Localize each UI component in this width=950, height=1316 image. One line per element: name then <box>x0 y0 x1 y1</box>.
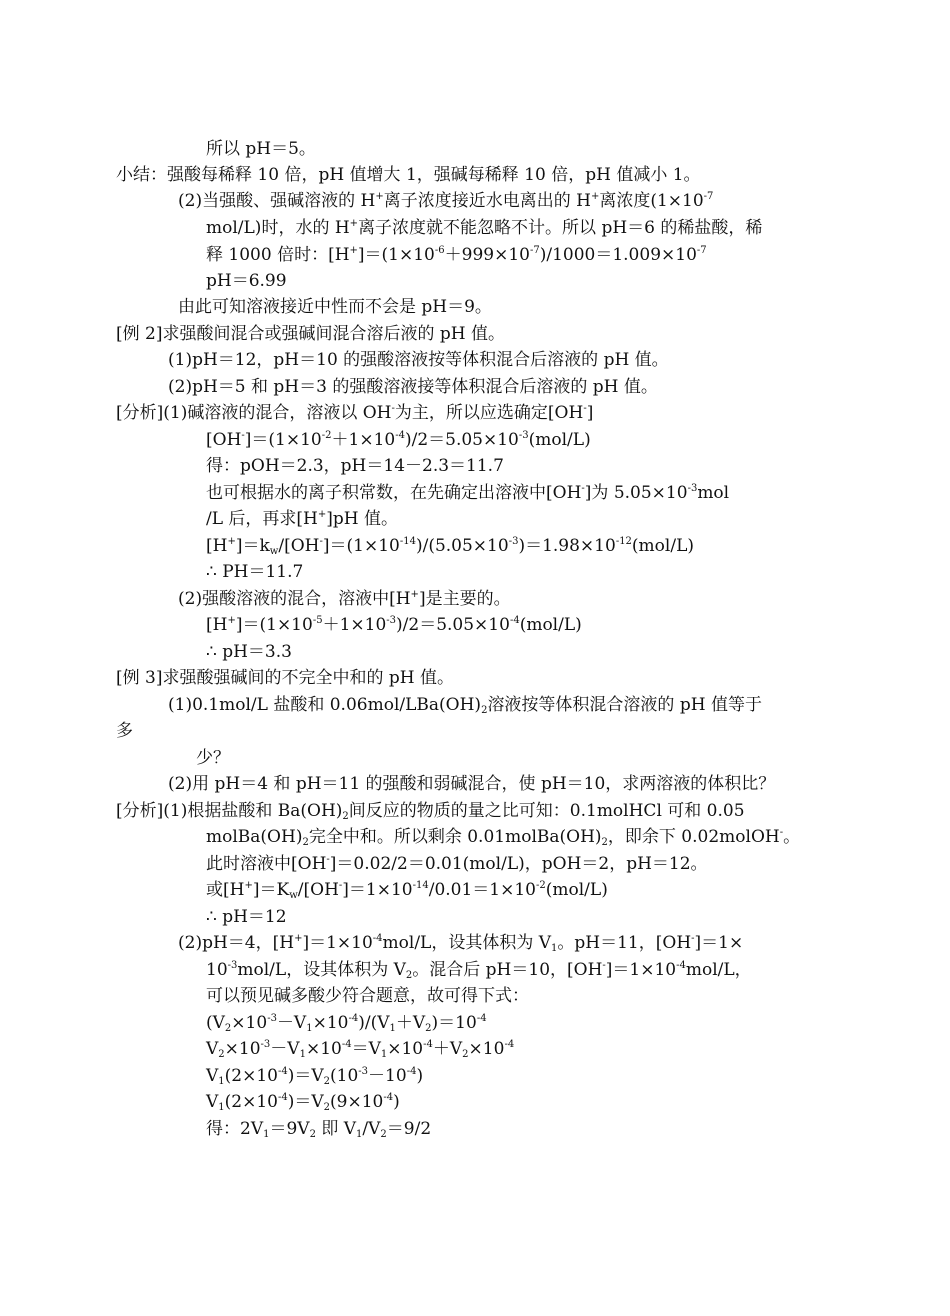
text-line: 此时溶液中[OH-]＝0.02/2＝0.01(mol/L)，pOH＝2，pH＝12。 <box>206 854 708 874</box>
text-line: $molBa(OH)_2$完全中和。所以剩余 $0.01molBa(OH)_2$，即余下 0.02molOH-。 <box>206 827 801 848</box>
text-line: pH＝6.99 <box>206 271 287 291</box>
text-line: 所以 pH＝5。 <box>206 139 316 159</box>
text-line: (2)当强酸、强碱溶液的 H+离子浓度接近水电离出的 H+离浓度($1\times 10^{-7}$ <box>178 191 714 211</box>
summary-line: 小结：强酸每稀释 10 倍，pH 值增大 1，强碱每稀释 10 倍，pH 值减小 1。 <box>116 165 701 185</box>
text-line: (2)pH＝4，$[H^+]=1\times 10^{-4}mol/L$，设其体积为 $V_1$。pH＝11，[OH-]＝1× <box>178 933 744 954</box>
text-line: 多 <box>116 721 133 741</box>
text-line: ∴ PH＝11.7 <box>206 562 304 582</box>
formula-line: 或$[H^+]=K_w/[OH^-]=1\times 10^{-14}/0.01=1\times 10^{-2}(mol/L)$ <box>206 880 608 901</box>
text-line: (1)0.1mol/L 盐酸和 $0.06mol/LBa(OH)_2$溶液按等体积混合溶液的 pH 值等于 <box>168 695 762 716</box>
formula-line: $[H^+]=k_w/[OH^-]=(1\times 10^{-14})/(5.05\times 10^{-3})=1.98\times 10^{-12}(mol/L)$ <box>206 536 694 557</box>
formula-line: $V_1(2\times 10^{-4})=V_2(10^{-3}-10^{-4})$ <box>206 1066 424 1087</box>
text-line: 少？ <box>196 748 230 768</box>
text-line: 得：pOH＝2.3，pH＝14－2.3＝11.7 <box>206 456 504 476</box>
text-line: /L 后，再求[H+]pH 值。 <box>206 509 399 529</box>
formula-line: $V_2\times 10^{-3}-V_1\times 10^{-4}=V_1\times 10^{-4}+V_2\times 10^{-4}$ <box>206 1039 515 1060</box>
text-line: (2)pH＝5 和 pH＝3 的强酸溶液接等体积混合后溶液的 pH 值。 <box>168 377 658 397</box>
text-line: mol/L)时，水的 H+离子浓度就不能忽略不计。所以 pH＝6 的稀盐酸，稀 <box>206 218 763 238</box>
text-line: 可以预见碱多酸少符合题意，故可得下式： <box>206 986 529 1006</box>
text-line: (1)pH＝12，pH＝10 的强酸溶液按等体积混合后溶液的 pH 值。 <box>168 350 669 370</box>
analysis-line: [分析](1)碱溶液的混合，溶液以 OH-为主，所以应选确定[OH-] <box>116 403 594 423</box>
formula-line: $[H^+]=(1\times 10^{-5}+1\times 10^{-3})/2=5.05\times 10^{-4}(mol/L)$ <box>206 615 582 635</box>
example-heading: [例 2]求强酸间混合或强碱间混合溶后液的 pH 值。 <box>116 324 505 344</box>
formula-line: 得：$2V_1=9V_2$ 即 $V_1/V_2=9/2$ <box>206 1119 432 1140</box>
text-line: 释 1000 倍时：$[H^+]=(1\times 10^{-6}+999\times 10^{-7})/1000=1.009\times 10^{-7}$ <box>206 245 707 265</box>
formula-line: $[OH^-]=(1\times 10^{-2}+1\times 10^{-4})/2=5.05\times 10^{-3}(mol/L)$ <box>206 430 591 450</box>
text-line: $10^{-3}mol/L$，设其体积为 $V_2$。混合后 pH＝10，$[OH^-]=1\times 10^{-4}mol/L$， <box>206 960 752 981</box>
example-heading: [例 3]求强酸强碱间的不完全中和的 pH 值。 <box>116 668 454 688</box>
formula-line: $V_1(2\times 10^{-4})=V_2(9\times 10^{-4})$ <box>206 1092 400 1113</box>
text-line: ∴ pH＝12 <box>206 907 287 927</box>
text-line: 也可根据水的离子积常数，在先确定出溶液中[OH-]为 $5.05\times 10^{-3}mol$ <box>206 483 730 503</box>
analysis-line: [分析](1)根据盐酸和 $Ba(OH)_2$间反应的物质的量之比可知：0.1molHCl 可和 0.05 <box>116 801 745 822</box>
text-line: (2)用 pH＝4 和 pH＝11 的强酸和弱碱混合，使 pH＝10，求两溶液的体积比？ <box>168 774 776 794</box>
text-line: (2)强酸溶液的混合，溶液中[H+]是主要的。 <box>178 589 511 609</box>
text-line: ∴ pH＝3.3 <box>206 642 292 662</box>
text-line: 由此可知溶液接近中性而不会是 pH＝9。 <box>178 297 492 317</box>
formula-line: $(V_2\times 10^{-3}-V_1\times 10^{-4})/(V_1+V_2)=10^{-4}$ <box>206 1013 487 1034</box>
